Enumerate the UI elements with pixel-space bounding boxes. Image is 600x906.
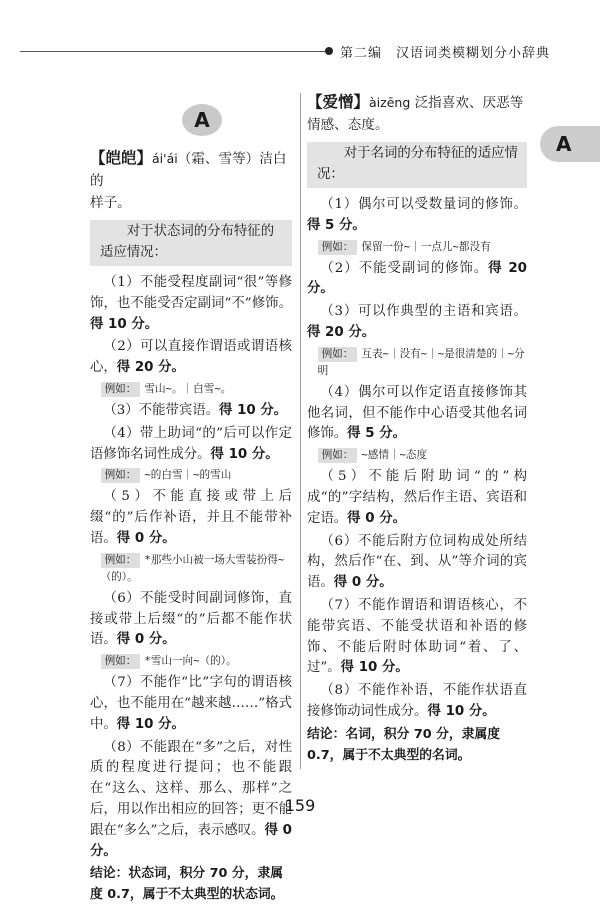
example-label: 例如： [101,553,141,568]
header-bullet-icon [325,47,333,55]
pinyin: àizēng [369,95,411,110]
example-label: 例如： [318,240,358,255]
column-divider [300,93,301,769]
definition-line-2: 样子。 [90,195,131,211]
score: 得 10 分。 [219,402,288,418]
example-label: 例如： [318,448,358,463]
example-line: 例如： 保留一份~｜一点儿~都没有 [307,239,527,256]
score: 得 10 分。 [116,716,185,732]
score: 得 20 分。 [307,260,527,297]
example-line: 例如： *那些小山被一场大雪装扮得~（的）。 [100,553,285,583]
criteria-box: 对于名词的分布特征的适应情况： [307,142,527,188]
right-column [307,91,527,766]
example-label: 例如： [101,382,141,397]
criterion-item: （1）不能受程度副词“很”等修饰，也不能受否定副词“不”修饰。得 10 分。 [90,275,292,332]
criterion-item: （4）带上助词“的”后可以作定语修饰名词性成分。得 10 分。 [90,425,292,462]
entry-aizeng [307,91,527,136]
page-number: 159 [284,796,316,815]
score: 得 20 分。 [116,360,185,376]
left-column [90,147,292,906]
score: 得 0 分。 [333,575,393,591]
criterion-item: （7）不能作“比”字句的谓语核心，也不能用在“越来越……”格式中。得 10 分。 [90,675,292,732]
entry-aiai [90,147,292,214]
score: 得 10 分。 [427,703,496,719]
criterion-item: （2）可以直接作谓语或谓语核心，得 20 分。 [90,339,292,376]
example-line: 例如： 雪山~。｜白雪~。 [90,381,292,398]
score: 得 0 分。 [347,510,406,526]
score: 得 0 分。 [116,530,176,546]
score: 得 20 分。 [307,324,376,340]
running-header: 第二编 汉语词类模糊划分小辞典 [340,46,551,61]
example-label: 例如： [318,347,358,362]
criterion-item: （2）不能受副词的修饰。得 20 分。 [307,260,527,297]
conclusion: 结论：状态词，积分 70 分，隶属度 0.7，属于不太典型的状态词。 [90,866,284,903]
criterion-item: （6）不能受时间副词修饰，直接或带上后缀“的”后都不能作状语。得 0 分。 [90,590,292,648]
example-line: 例如： 互表~｜没有~｜~是很清楚的｜~分明 [317,347,525,377]
example-line: 例如： ~感情｜~态度 [307,447,527,464]
score: 得 10 分。 [90,316,159,332]
example-label: 例如： [101,468,141,483]
definition: 泛指喜欢、厌恶等情感、态度。 [307,95,524,133]
section-letter-badge: A [182,104,222,136]
pinyin: ái'ái [152,151,178,166]
criterion-item: （5）不能直接或带上后缀“的”后作补语，并且不能带补语。得 0 分。 [90,489,292,546]
example-line: 例如： *雪山一向~（的）。 [90,653,292,670]
criterion-item: （3）可以作典型的主语和宾语。得 20 分。 [307,304,527,340]
headword: 【爱憎】 [307,93,370,111]
thumb-index-tab: A [540,126,600,162]
score: 得 0 分。 [116,632,176,648]
criterion-item: （5）不能后附助词“的”构成“的”字结构，然后作主语、宾语和定语。得 0 分。 [307,469,527,526]
criteria-box: 对于状态词的分布特征的适应情况： [90,220,292,266]
criterion-item: （7）不能作谓语和谓语核心，不能带宾语、不能受状语和补语的修饰、不能后附时体助词“着、了、过”。得 10 分。 [307,597,527,676]
conclusion: 结论：名词，积分 70 分，隶属度 0.7，属于不太典型的名词。 [307,726,501,763]
score: 得 5 分。 [347,426,406,442]
criterion-item: （8）不能跟在“多”之后，对性质的程度进行提问；也不能跟在“这么、这样、那么、那样”之后，用以作出相应的回答；更不能跟在“多么”之后，表示感叹。得 0 分。 [90,739,292,859]
criterion-item: （1）偶尔可以受数量词的修饰。得 5 分。 [307,197,527,233]
score: 得 10 分。 [340,660,409,676]
score: 得 10 分。 [210,446,279,462]
criterion-item: （6）不能后附方位词构成处所结构，然后作“在、到、从”等介词的宾语。得 0 分。 [307,533,527,591]
example-line: 例如： ~的白雪｜~的雪山 [90,467,292,484]
header-rule [20,51,326,52]
score: 得 0 分。 [90,822,292,859]
example-label: 例如： [101,654,141,669]
criterion-item: （4）偶尔可以作定语直接修饰其他名词，但不能作中心语受其他名词修饰。得 5 分。 [307,384,527,442]
score: 得 5 分。 [307,217,366,233]
criterion-item: （3）不能带宾语。得 10 分。 [103,402,288,418]
criterion-item: （8）不能作补语，不能作状语直接修饰动词性成分。得 10 分。 [307,683,527,719]
definition-line-1: （霜、雪等）洁白的 [90,151,287,189]
headword: 【皑皑】 [90,149,153,167]
